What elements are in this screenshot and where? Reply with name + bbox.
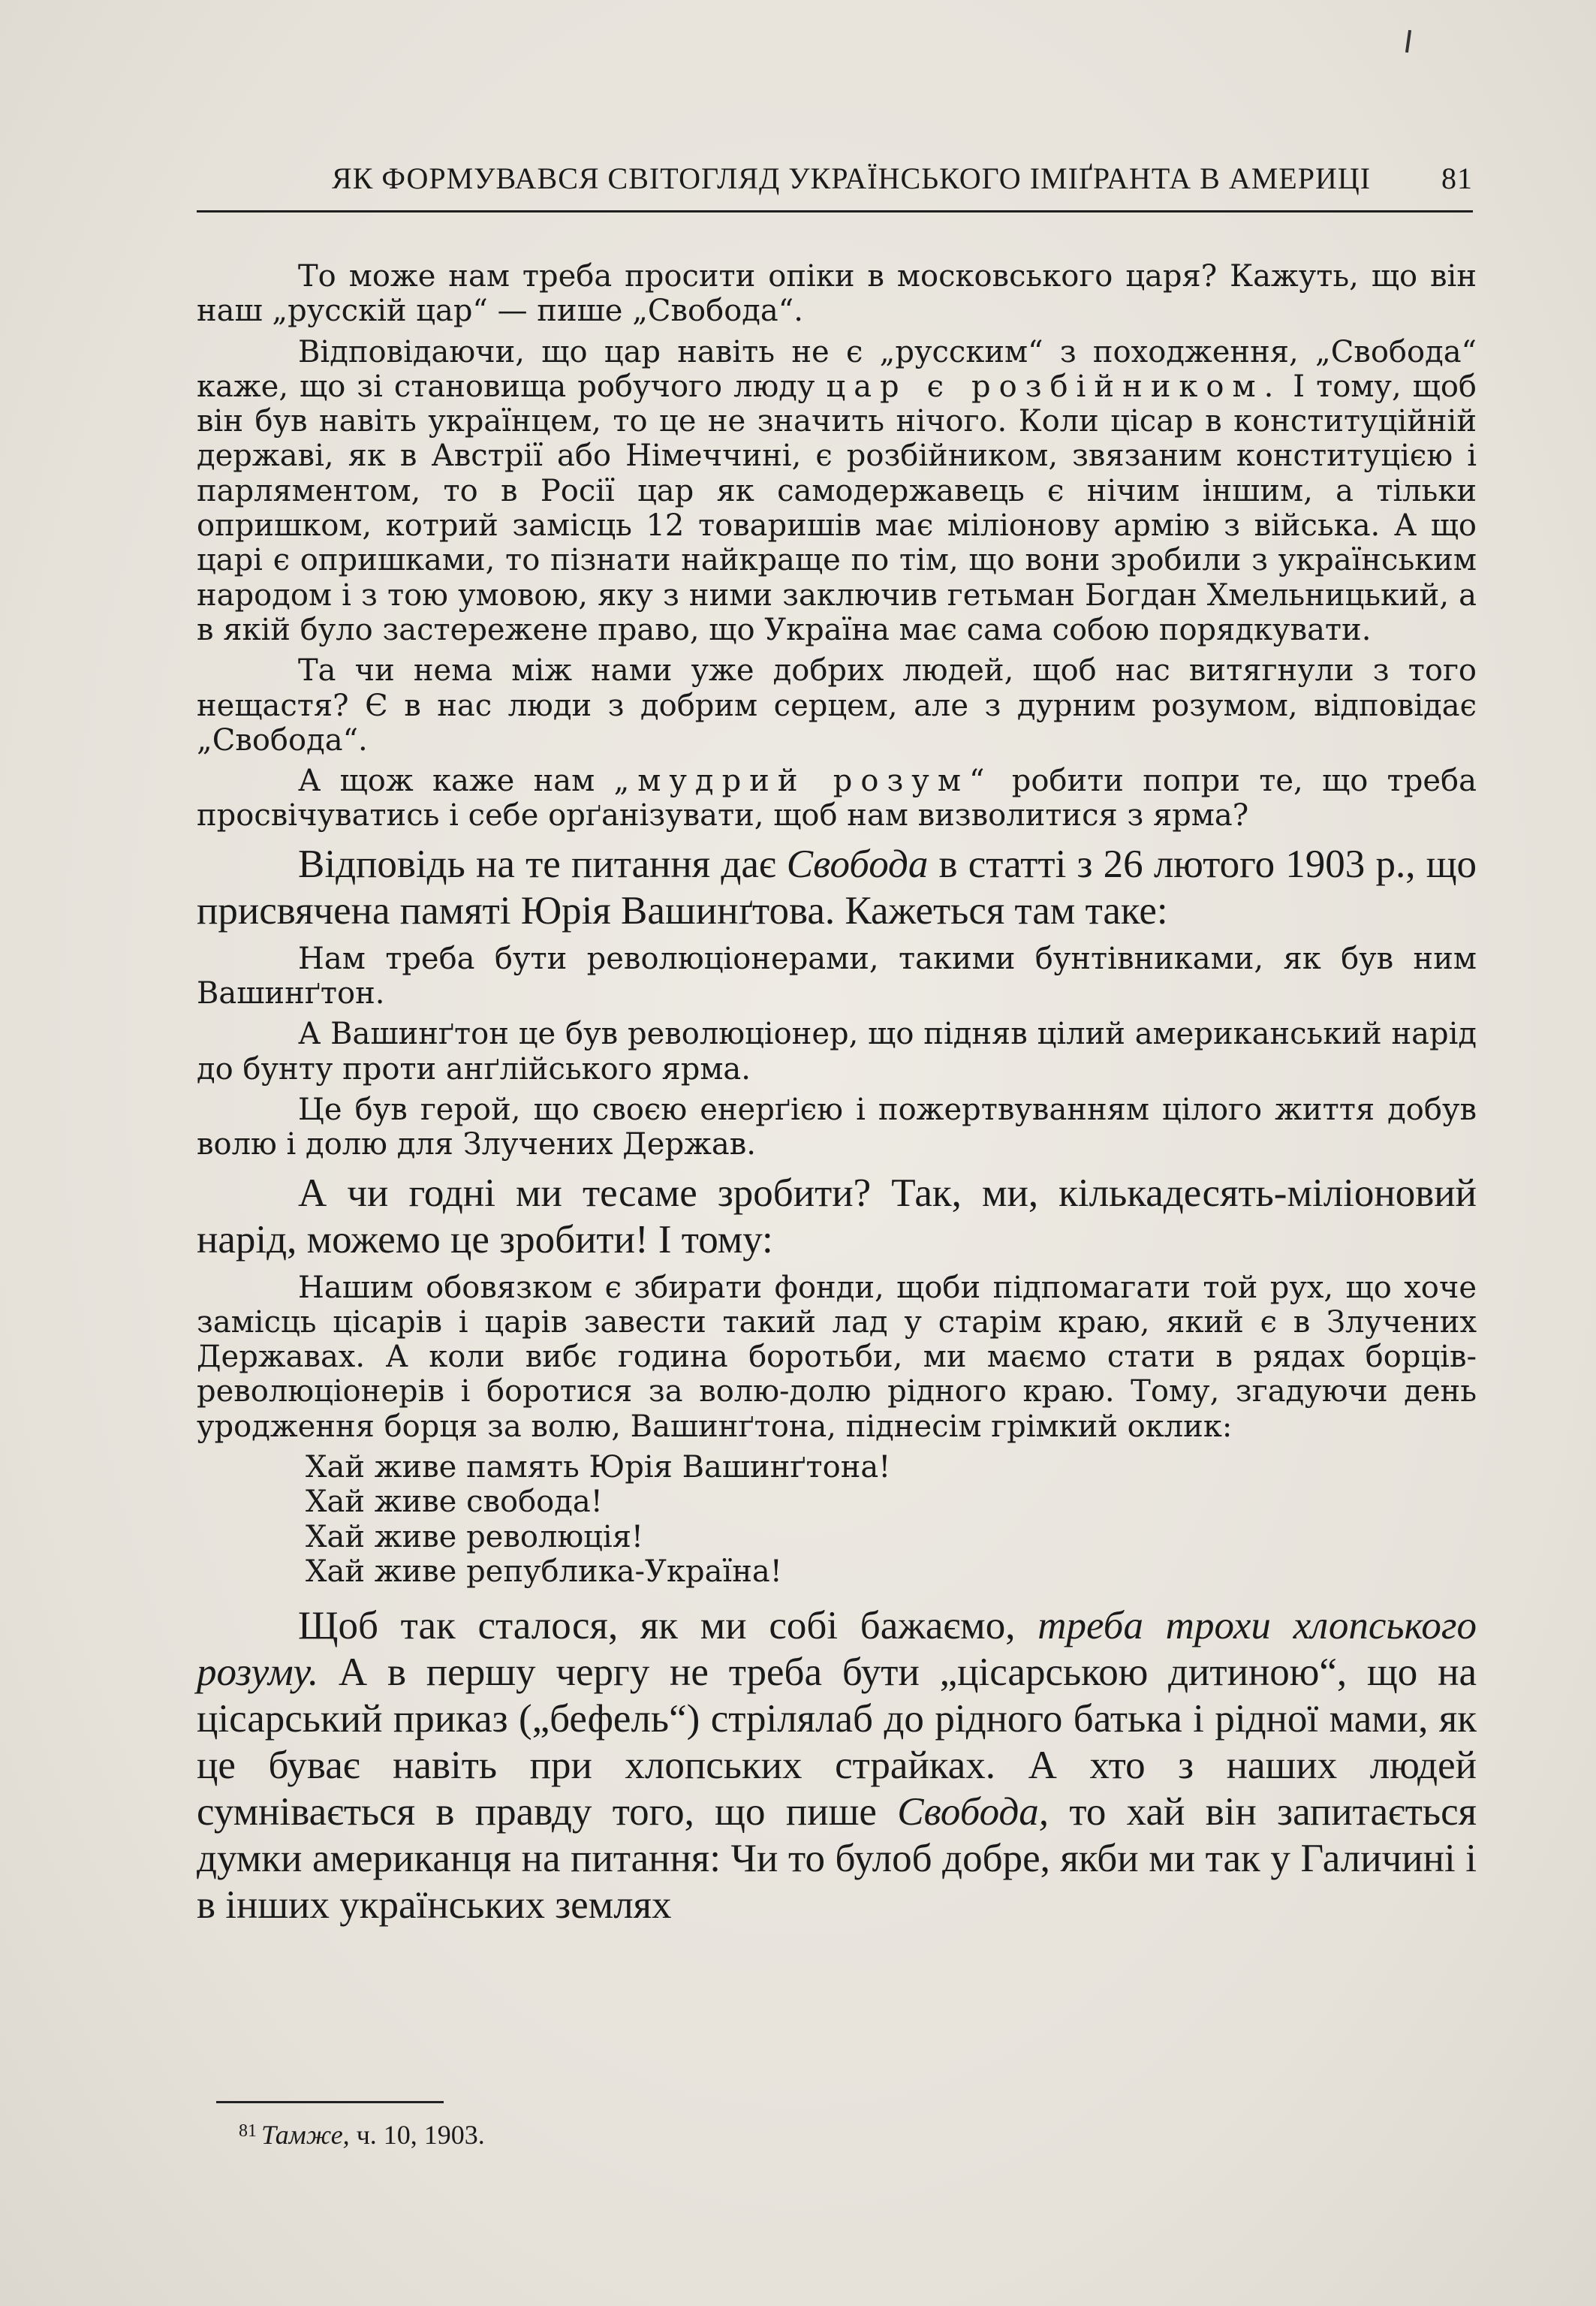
- paragraph-7-part-b: А в першу чергу не треба бути „цісарською дитиною“, що на цісарський приказ („бефель“) стрілялаб до рідного батька і рідної мами, як це буває навіть при хлопських страйках. А хто з наших людей сумнівається в правду того, що пише: [197, 1650, 1477, 1834]
- slogan: Хай живе память Юрія Вашинґтона!: [306, 1450, 891, 1485]
- footnote-rule: [216, 2101, 444, 2103]
- body-text: [197, 259, 1477, 1936]
- quote-2: А Вашинґтон це був революціонер, що підняв цілий американський нарід до бунту проти анґлійського ярма.: [197, 1017, 1477, 1087]
- quote-3: Це був герой, що своєю енерґією і пожертвуванням цілого життя добув волю і долю для Злучених Держав.: [197, 1092, 1477, 1162]
- paragraph-7-part-c: то хай він запитається думки американця на питання: Чи то булоб добре, якби ми так у Галичині і в інших українських землях: [197, 1790, 1477, 1928]
- slogans: [306, 1450, 1477, 1589]
- paragraph-5: [197, 841, 1477, 934]
- footnote-text: ч. 10, 1903.: [349, 2120, 485, 2150]
- paragraph-4-part-b: робити попри те, що треба просвічуватись і себе орґанізувати, щоб нам визволитися з ярма?: [197, 764, 1477, 833]
- margin-mark: [1405, 30, 1411, 53]
- paragraph-7-part-a: Щоб так сталося, як ми собі бажаємо,: [298, 1604, 1038, 1648]
- header-rule: [197, 210, 1473, 213]
- paragraph-5-part-a: Відповідь на те питання дає: [298, 842, 787, 886]
- italic-phrase: треба трохи хлопського розуму.: [197, 1604, 1477, 1695]
- slogan: Хай живе революція!: [306, 1519, 643, 1554]
- running-title: ЯК ФОРМУВАВСЯ СВІТОГЛЯД УКРАЇНСЬКОГО ІМІҐРАНТА В АМЕРИЦІ: [332, 161, 1372, 195]
- paragraph-2-part-b: І тому, щоб він був навіть українцем, то це не значить нічого. Коли цісар в конституційній державі, як в Австрії або Німеччині, є розбійником, звязаним конституцією і парляментом, то в Росії цар як самодержавець є нічим іншим, а тільки опришком, котрий замісць 12 товаришів має міліонову армію з війська. А що царі є опришками, то пізнати найкраще по тім, що вони зробили з українським народом і з тою умовою, яку з ними заключив гетьман Богдан Хмельницький, а в якій було застережене право, що Україна має сама собою порядкувати.: [197, 369, 1477, 647]
- paragraph-6: А чи годні ми тесаме зробити? Так, ми, кількадесять-міліоновий нарід, можемо це зробити! І тому:: [197, 1171, 1477, 1262]
- paragraph-4-part-a: А щож каже нам: [298, 764, 614, 799]
- footnote: [239, 2119, 485, 2151]
- newspaper-title: Свобода: [786, 842, 929, 886]
- spaced-phrase-2: „мудрий розум“: [613, 764, 993, 799]
- quote-4: Нашим обовязком є збирати фонди, щоби підпомагати той рух, що хоче замісць цісарів і царів завести такий лад у старім краю, який є в Злучених Державах. А коли вибє година боротьби, ми маємо стати в рядах борців-революціонерів і боротися за волю-долю рідного краю. Тому, згадуючи день уродження борця за волю, Вашинґтона, піднесім грімкий оклик:: [197, 1270, 1477, 1444]
- paragraph-3: Та чи нема між нами уже добрих людей, щоб нас витягнули з того нещастя? Є в нас люди з добрим серцем, але з дурним розумом, відповідає „Свобода“.: [197, 653, 1477, 758]
- paragraph-7: [197, 1602, 1477, 1928]
- running-head: [197, 161, 1473, 196]
- paragraph-2: [197, 335, 1477, 648]
- slogan: Хай живе република-Україна!: [306, 1554, 782, 1589]
- paragraph-1: То може нам треба просити опіки в московського царя? Кажуть, що він наш „русскій цар“ — пише „Свобода“.: [197, 259, 1477, 329]
- spaced-phrase: цар є розбійником.: [826, 369, 1282, 404]
- paragraph-2-part-a: Відповідаючи, що цар навіть не є „русским“ з походження, „Свобода“ каже, що зі становища робучого люду: [197, 334, 1477, 404]
- paragraph-5-part-b: в статті з 26 лютого 1903 р., що присвячена памяті Юрія Вашинґтова. Кажеться там таке:: [197, 842, 1477, 933]
- slogan: Хай живе свобода!: [306, 1485, 603, 1520]
- paragraph-4: [197, 764, 1477, 833]
- quote-1: Нам треба бути революціонерами, такими бунтівниками, як був ним Вашинґтон.: [197, 941, 1477, 1011]
- footnote-ibid: Тамже,: [261, 2120, 350, 2150]
- newspaper-title-2: Свобода,: [897, 1790, 1049, 1834]
- page-number: 81: [1441, 161, 1473, 195]
- footnote-number: 81: [239, 2121, 257, 2141]
